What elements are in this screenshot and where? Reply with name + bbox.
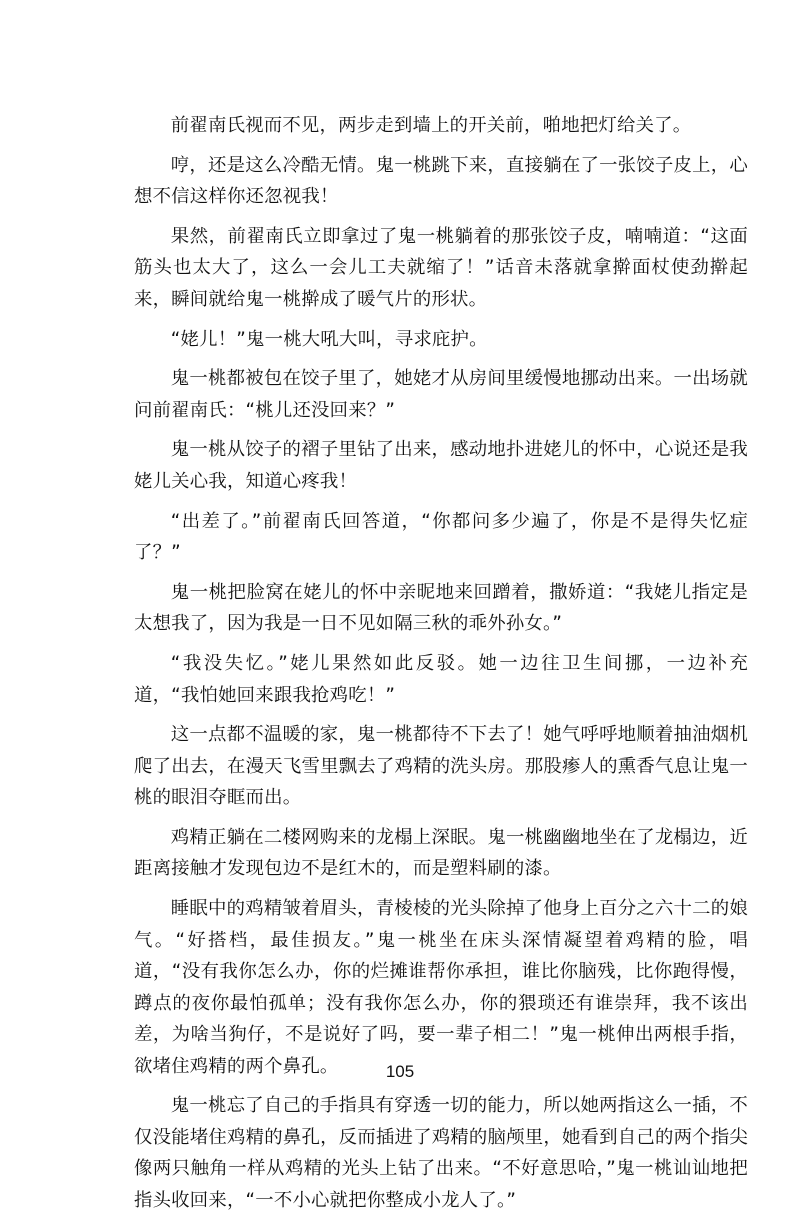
paragraph-5: 鬼一桃都被包在饺子里了，她姥才从房间里缓慢地挪动出来。一出场就问前翟南氏：“桃儿还没回来？” (134, 368, 748, 421)
paragraph-2: 哼，还是这么冷酷无情。鬼一桃跳下来，直接躺在了一张饺子皮上，心想不信这样你还忽视我！ (134, 154, 748, 208)
paragraph-4: “姥儿！”鬼一桃大吼大叫，寻求庇护。 (170, 328, 488, 350)
paragraph-8: 鬼一桃把脸窝在姥儿的怀中亲昵地来回蹭着，撒娇道：“我姥儿指定是太想我了，因为我是一日不见如隔三秋的乖外孙女。” (134, 581, 748, 635)
paragraph-7: “出差了。”前翟南氏回答道，“你都问多少遍了，你是不是得失忆症了？” (134, 510, 748, 564)
page-body (134, 110, 748, 1224)
paragraph-1: 前翟南氏视而不见，两步走到墙上的开关前，啪地把灯给关了。 (170, 115, 692, 136)
paragraph-3: 果然，前翟南氏立即拿过了鬼一桃躺着的那张饺子皮，喃喃道：“这面筋头也太大了，这么一会儿工夫就缩了！”话音未落就拿擀面杖使劲擀起来，瞬间就给鬼一桃擀成了暖气片的形状。 (134, 225, 748, 310)
paragraph-9: “我没失忆。”姥儿果然如此反驳。她一边往卫生间挪，一边补充道，“我怕她回来跟我抢鸡吃！” (134, 653, 748, 706)
paragraph-10: 这一点都不温暖的家，鬼一桃都待不下去了！她气呼呼地顺着抽油烟机爬了出去，在漫天飞雪里飘去了鸡精的洗头房。那股瘆人的熏香气息让鬼一桃的眼泪夺眶而出。 (134, 724, 748, 809)
page-number: 105 (385, 1062, 415, 1081)
paragraph-11: 鸡精正躺在二楼网购来的龙榻上深眠。鬼一桃幽幽地坐在了龙榻边，近距离接触才发现包边不是红木的，而是塑料刷的漆。 (134, 826, 748, 880)
paragraph-12: 睡眠中的鸡精皱着眉头，青棱棱的光头除掉了他身上百分之六十二的娘气。“好搭档，最佳损友。”鬼一桃坐在床头深情凝望着鸡精的脸，唱道，“没有我你怎么办，你的烂摊谁帮你承担，谁比你脑残，比你跑得慢，蹲点的夜你最怕孤单；没有我你怎么办，你的猥琐还有谁崇拜，我不该出差，为啥当狗仔，不是说好了吗，要一辈子相二！”鬼一桃伸出两根手指，欲堵住鸡精的两个鼻孔。 (134, 898, 748, 1077)
paragraph-13: 鬼一桃忘了自己的手指具有穿透一切的能力，所以她两指这么一插，不仅没能堵住鸡精的鼻孔，反而插进了鸡精的脑颅里，她看到自己的两个指尖像两只触角一样从鸡精的光头上钻了出来。“不好意思哈，”鬼一桃讪讪地把指头收回来，“一不小心就把你整成小龙人了。” (134, 1095, 748, 1211)
paragraph-6: 鬼一桃从饺子的褶子里钻了出来，感动地扑进姥儿的怀中，心说还是我姥儿关心我，知道心疼我！ (134, 439, 748, 492)
